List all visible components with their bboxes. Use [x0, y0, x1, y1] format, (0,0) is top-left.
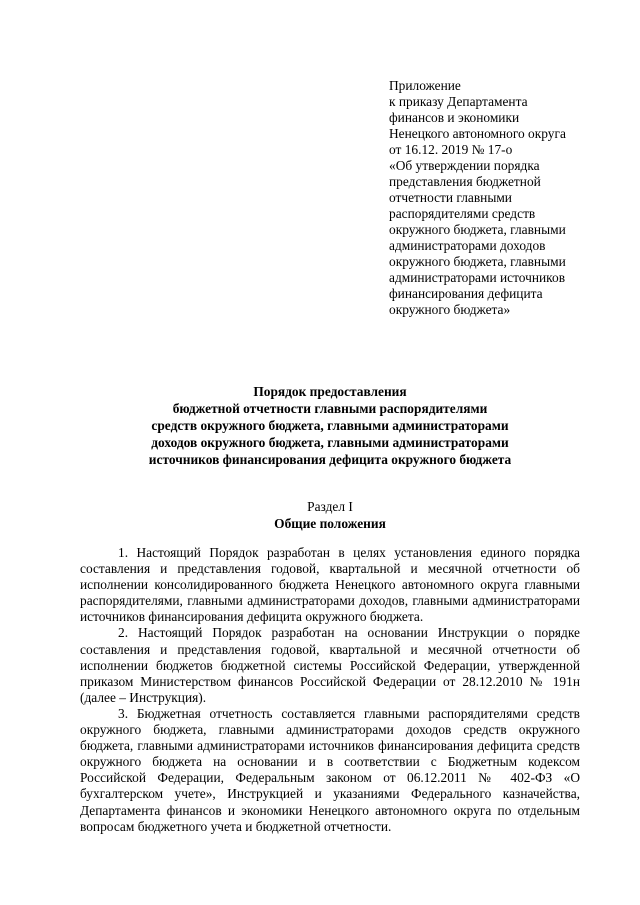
title-line: доходов окружного бюджета, главными администраторами	[151, 435, 509, 450]
paragraph-3: 3. Бюджетная отчетность составляется главными распорядителями средств окружного бюджета, главными администраторами доходов средств окружного бюджета, главными администраторами источников финансирования дефицита средств окружного бюджета на основании и в соответствии с Бюджетным кодексом Российской Федерации, Федеральным законом от 06.12.2011 № 402-ФЗ «О бухгалтерском учете», Инструкцией и указаниями Федерального казначейства, Департамента финансов и экономики Ненецкого автономного округа по отдельным вопросам бюджетного учета и бюджетной отчетности.	[80, 705, 580, 834]
appendix-line: Ненецкого автономного округа	[389, 126, 566, 141]
appendix-line: «Об утверждении порядка	[389, 158, 540, 173]
appendix-line: окружного бюджета»	[389, 302, 511, 317]
appendix-line: администраторами доходов	[389, 238, 546, 253]
title-line: бюджетной отчетности главными распорядителями	[172, 401, 488, 416]
section-number: Раздел I	[307, 499, 353, 514]
appendix-line: от 16.12. 2019 № 17-о	[389, 142, 513, 157]
document-title	[80, 383, 580, 468]
appendix-line: финансирования дефицита	[389, 286, 543, 301]
title-line: средств окружного бюджета, главными администраторами	[151, 418, 509, 433]
appendix-line: распорядителями средств	[389, 206, 536, 221]
paragraph-1: 1. Настоящий Порядок разработан в целях установления единого порядка составления и представления годовой, квартальной и месячной отчетности об исполнении консолидированного бюджета Ненецкого автономного округа главными распорядителями, главными администраторами доходов, главными администраторами источников финансирования дефицита окружного бюджета.	[80, 545, 580, 625]
appendix-line: к приказу Департамента	[389, 94, 528, 109]
appendix-line: Приложение	[389, 78, 461, 93]
body-text	[80, 545, 580, 835]
appendix-line: отчетности главными	[389, 190, 512, 205]
appendix-line: окружного бюджета, главными	[389, 222, 566, 237]
appendix-line: администраторами источников	[389, 270, 566, 285]
title-line: источников финансирования дефицита окружного бюджета	[148, 452, 512, 467]
title-line: Порядок предоставления	[253, 384, 407, 399]
appendix-line: финансов и экономики	[389, 110, 520, 125]
paragraph-2: 2. Настоящий Порядок разработан на основании Инструкции о порядке составления и представления годовой, квартальной и месячной отчетности об исполнении бюджетов бюджетной системы Российской Федерации, утвержденной приказом Министерством финансов Российской Федерации от 28.12.2010 № 191н (далее – Инструкция).	[80, 625, 580, 705]
section-heading: Общие положения	[274, 516, 386, 531]
appendix-line: окружного бюджета, главными	[389, 254, 566, 269]
appendix-block	[389, 78, 609, 318]
appendix-line: представления бюджетной	[389, 174, 541, 189]
